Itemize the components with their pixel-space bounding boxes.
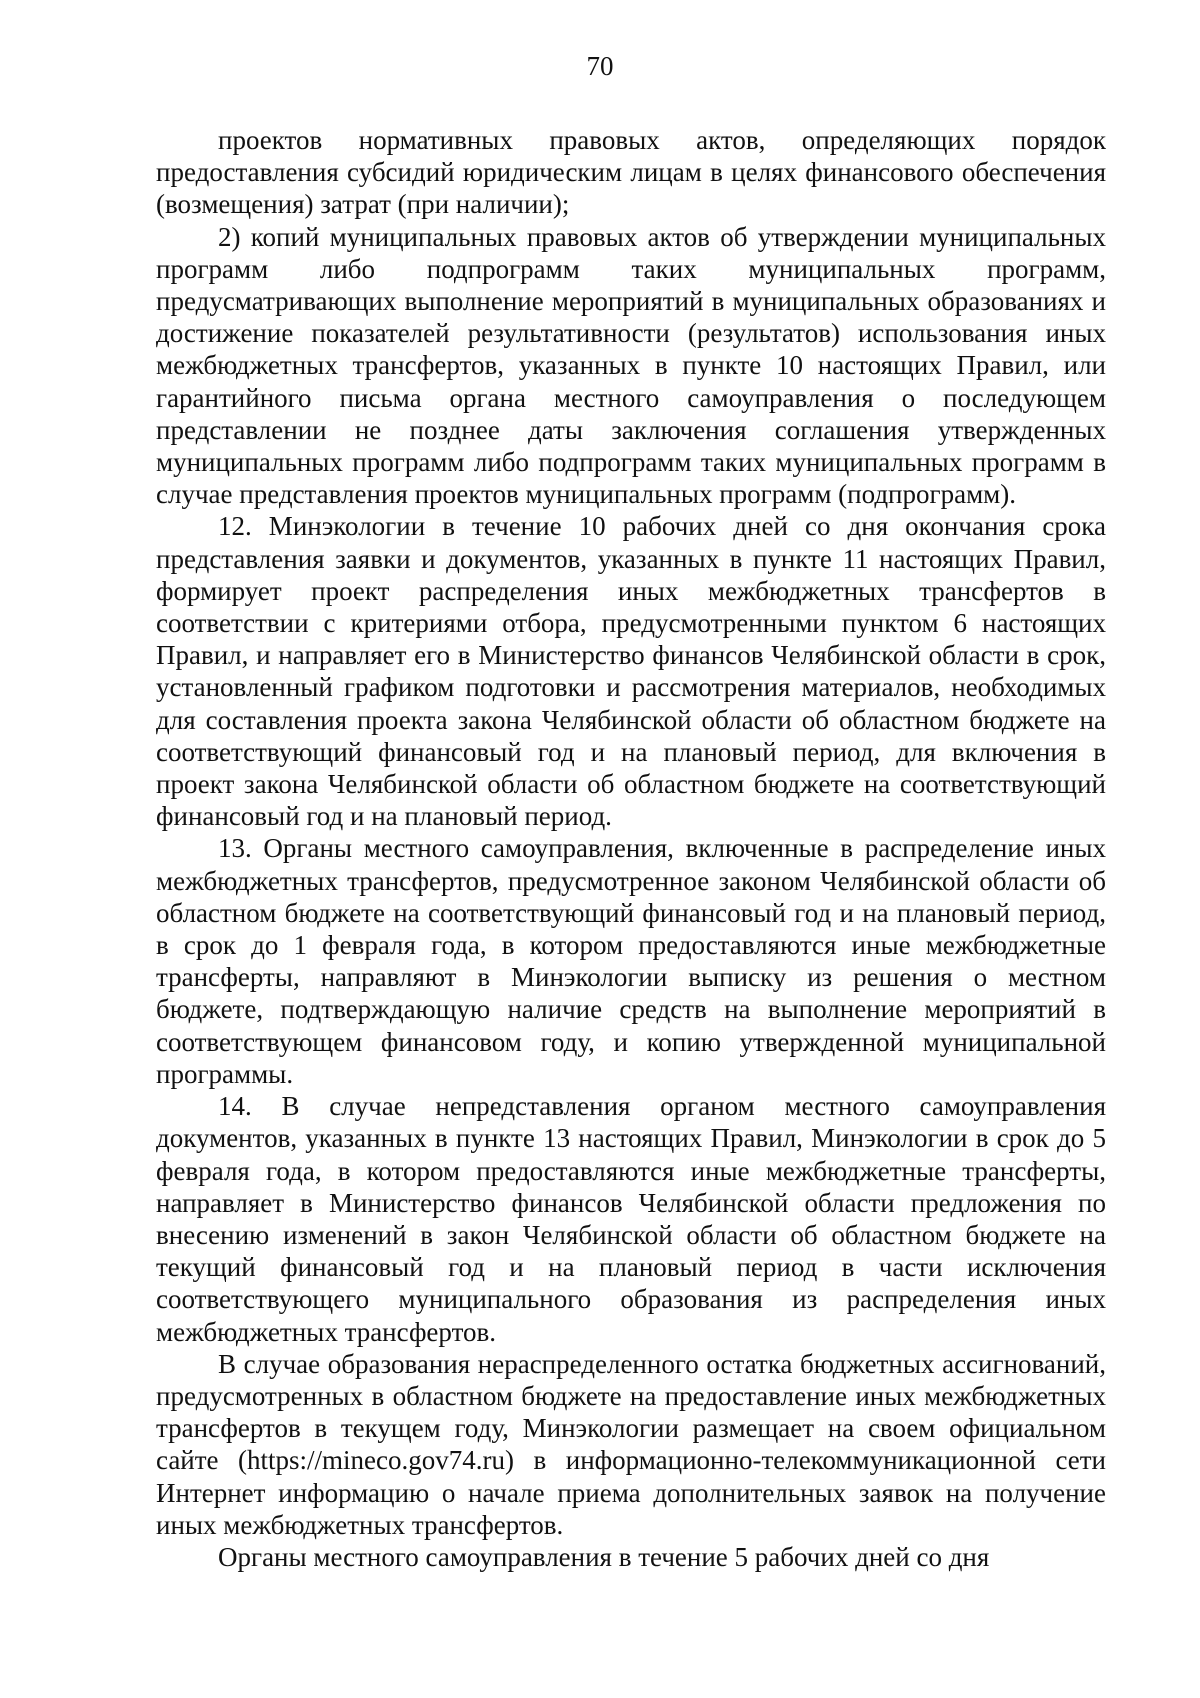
document-body [156, 124, 1106, 1573]
paragraph-item-12: 12. Минэкологии в течение 10 рабочих дней со дня окончания срока представления заявки и документов, указанных в пункте 11 настоящих Правил, формирует проект распределения иных межбюджетных трансфертов в соответствии с критериями отбора, предусмотренными пунктом 6 настоящих Правил, и направляет его в Министерство финансов Челябинской области в срок, установленный графиком подготовки и рассмотрения материалов, необходимых для составления проекта закона Челябинской области об областном бюджете на соответствующий финансовый год и на плановый период, для включения в проект закона Челябинской области об областном бюджете на соответствующий финансовый год и на плановый период. [156, 511, 1106, 832]
paragraph-item-14: 14. В случае непредставления органом местного самоуправления документов, указанных в пункте 13 настоящих Правил, Минэкологии в срок до 5 февраля года, в котором предоставляются иные межбюджетные трансферты, направляет в Министерство финансов Челябинской области предложения по внесению изменений в закон Челябинской области об областном бюджете на текущий финансовый год и на плановый период в части исключения соответствующего муниципального образования из распределения иных межбюджетных трансфертов. [156, 1091, 1106, 1347]
paragraph-local-authorities: Органы местного самоуправления в течение 5 рабочих дней со дня [218, 1541, 990, 1572]
paragraph-unallocated-balance: В случае образования нераспределенного остатка бюджетных ассигнований, предусмотренных в областном бюджете на предоставление иных межбюджетных трансфертов в текущем году, Минэкологии размещает на своем официальном сайте (https://mineco.gov74.ru) в информационно-телекоммуникационной сети Интернет информацию о начале приема дополнительных заявок на получение иных межбюджетных трансфертов. [156, 1348, 1106, 1540]
page-number: 70 [586, 51, 614, 81]
paragraph-item-2: 2) копий муниципальных правовых актов об утверждении муниципальных программ либо подпрограмм таких муниципальных программ, предусматривающих выполнение мероприятий в муниципальных образованиях и достижение показателей результативности (результатов) использования иных межбюджетных трансфертов, указанных в пункте 10 настоящих Правил, или гарантийного письма органа местного самоуправления о последующем представлении не позднее даты заключения соглашения утвержденных муниципальных программ либо подпрограмм таких муниципальных программ в случае представления проектов муниципальных программ (подпрограмм). [156, 221, 1106, 510]
paragraph-item-13: 13. Органы местного самоуправления, включенные в распределение иных межбюджетных трансфертов, предусмотренное законом Челябинской области об областном бюджете на соответствующий финансовый год и на плановый период, в срок до 1 февраля года, в котором предоставляются иные межбюджетные трансферты, направляют в Минэкологии выписку из решения о местном бюджете, подтверждающую наличие средств на выполнение мероприятий в соответствующем финансовом году, и копию утвержденной муниципальной программы. [156, 833, 1106, 1089]
paragraph-continuation: проектов нормативных правовых актов, определяющих порядок предоставления субсидий юридическим лицам в целях финансового обеспечения (возмещения) затрат (при наличии); [156, 125, 1106, 220]
